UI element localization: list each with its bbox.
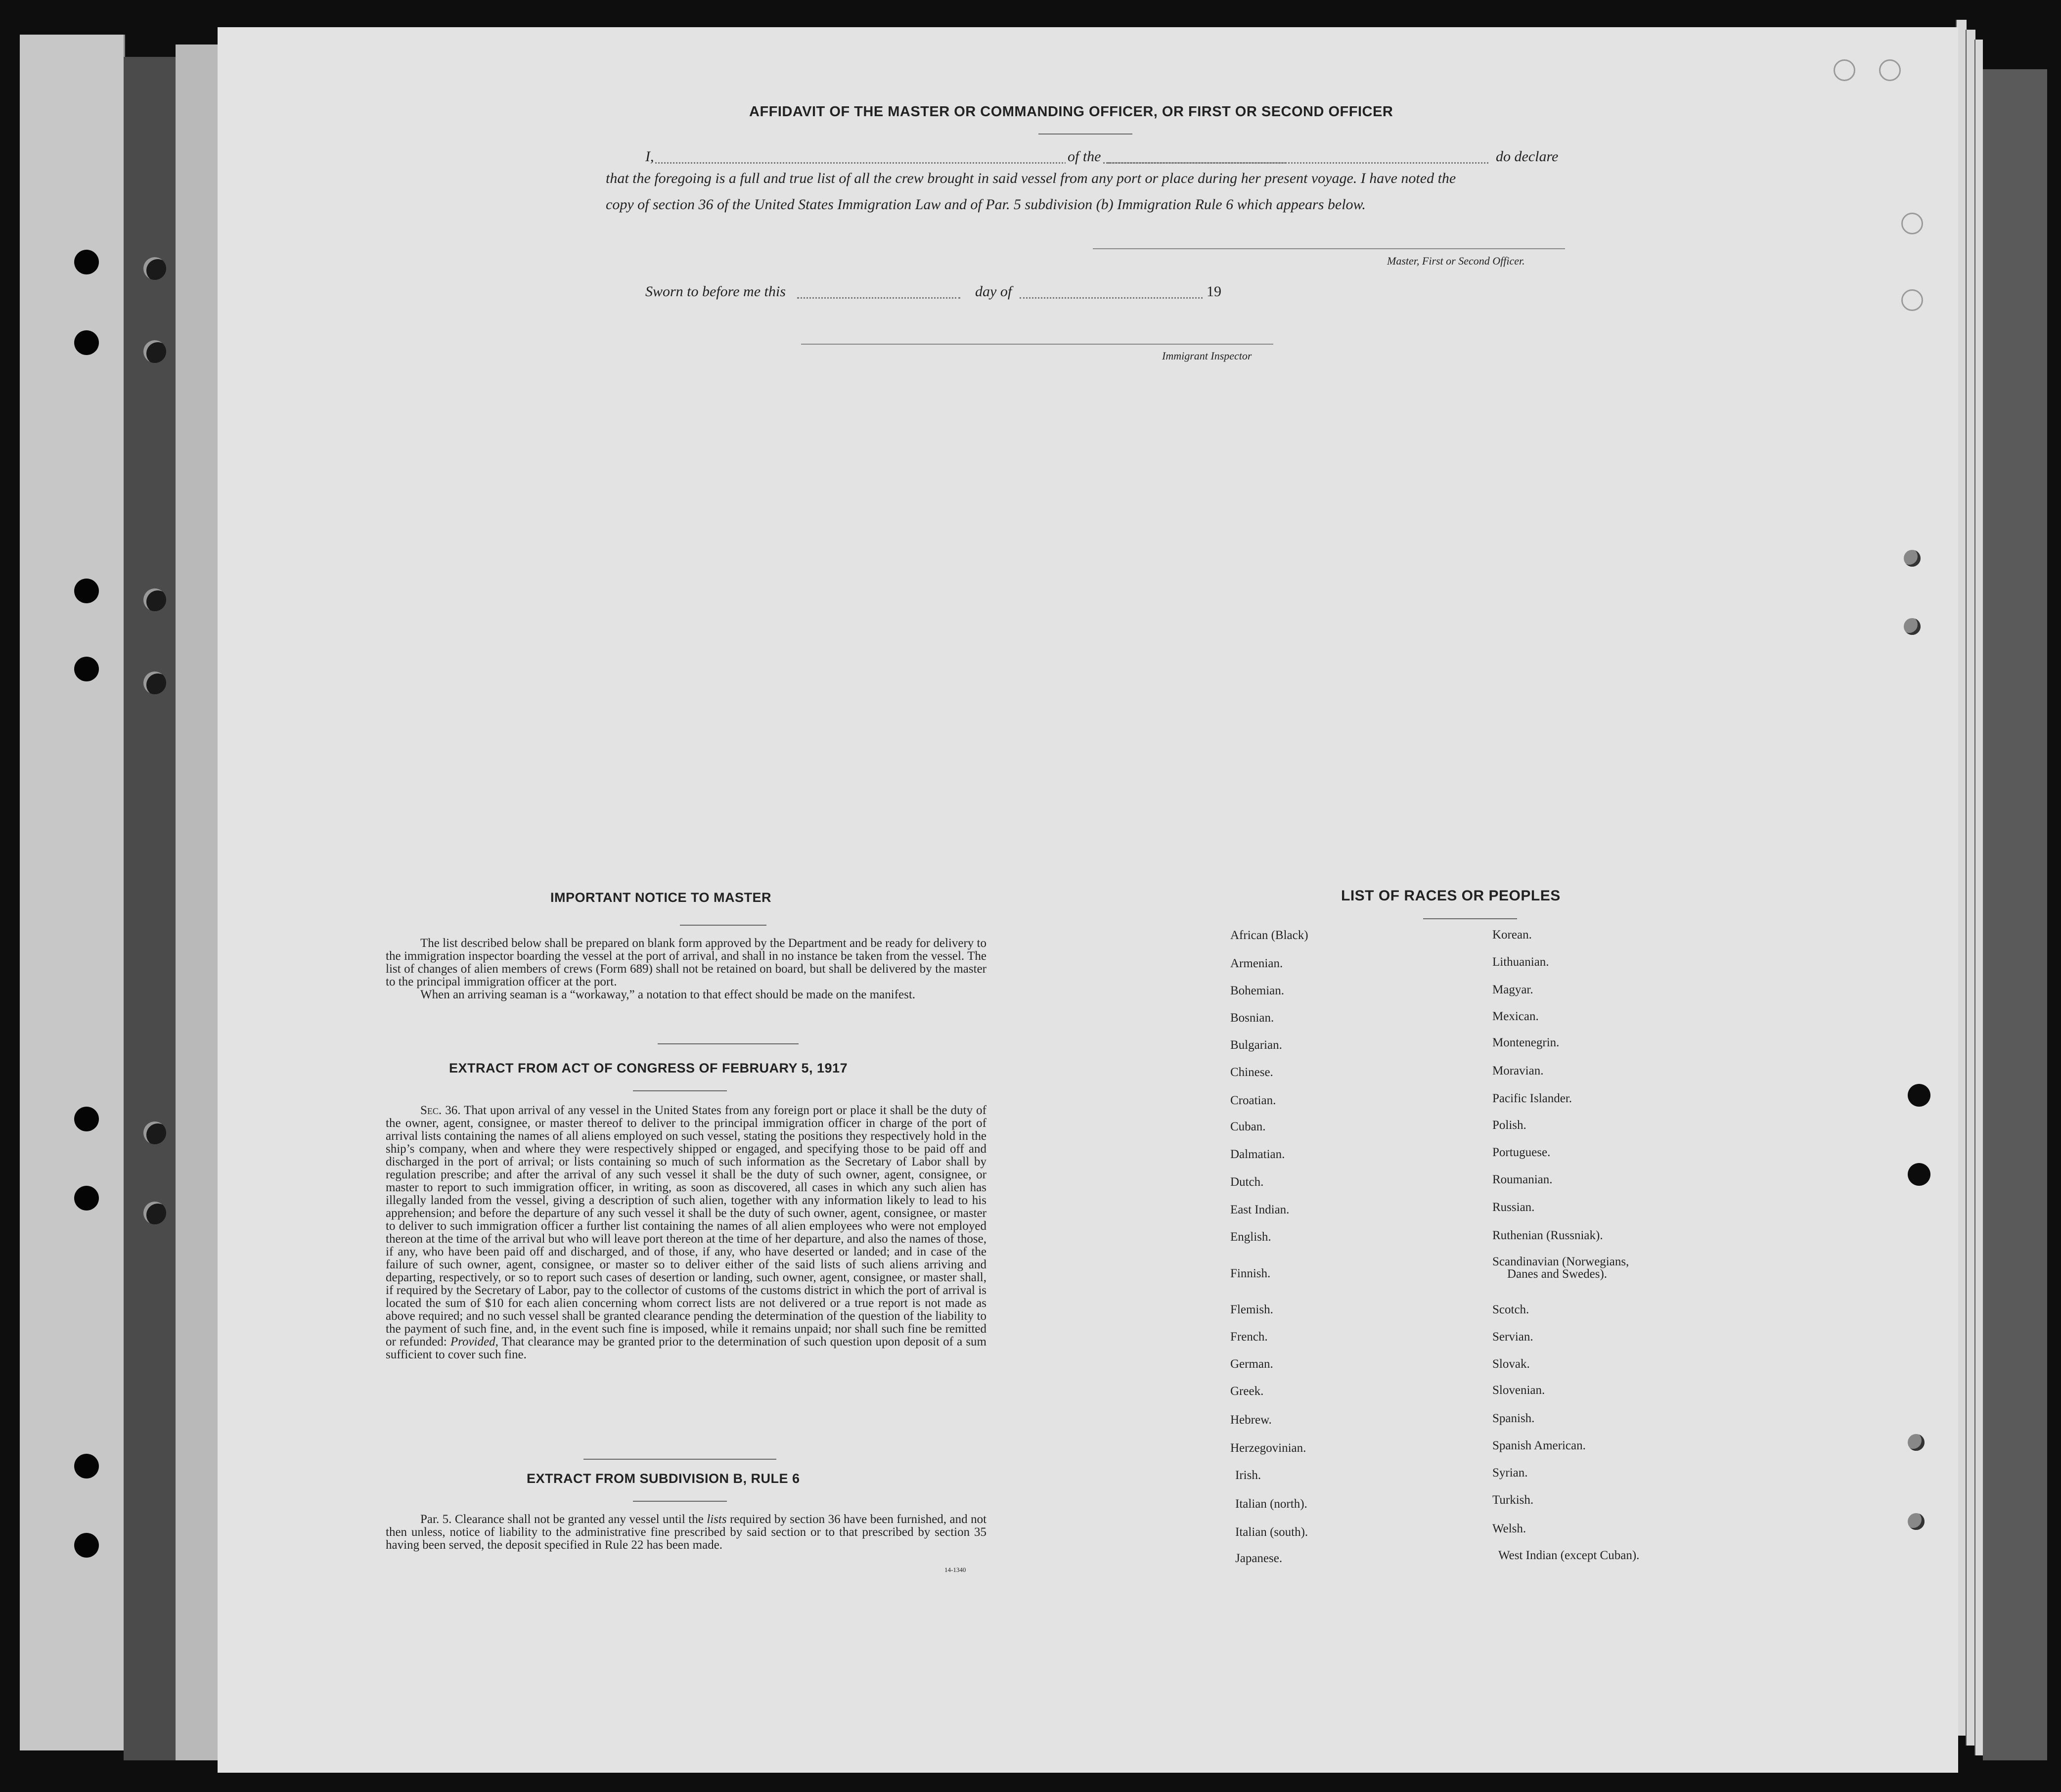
- race-item: French.: [1230, 1330, 1268, 1344]
- binder-spine: [124, 57, 176, 1760]
- race-item: English.: [1230, 1230, 1271, 1244]
- race-item: Scandinavian (Norwegians,: [1492, 1255, 1629, 1268]
- act-extract-title: EXTRACT FROM ACT OF CONGRESS OF FEBRUARY 5, 1917: [449, 1061, 848, 1075]
- punch-hole: [143, 340, 166, 363]
- notice-paragraph: The list described below shall be prepared on blank form approved by the Department and be ready for delivery to the immigration inspector boarding the vessel at the port of arrival, and shall in no instance be taken from the vessel. The list of changes of alien members of crews (Form 689) shall not be retained on board, but shall be delivered by the master to the principal immigration officer at the port.: [386, 937, 986, 988]
- vessel-blank: [1108, 162, 1488, 164]
- race-item: Mexican.: [1492, 1010, 1539, 1023]
- act-extract-text: [386, 1104, 986, 1361]
- race-item: Greek.: [1230, 1385, 1264, 1398]
- inspector-signature-label: Immigrant Inspector: [1162, 350, 1252, 362]
- form-number: 14-1340: [944, 1566, 966, 1573]
- inspector-signature-line: [801, 344, 1273, 345]
- punch-hole: [74, 330, 99, 355]
- lists-word: lists: [707, 1513, 727, 1526]
- race-item: African (Black): [1230, 929, 1308, 942]
- race-item: East Indian.: [1230, 1203, 1290, 1216]
- race-item: Pacific Islander.: [1492, 1092, 1572, 1105]
- punch-hole: [74, 1533, 99, 1558]
- race-item: Portuguese.: [1492, 1146, 1551, 1159]
- punch-hole: [143, 1202, 166, 1224]
- race-item: West Indian (except Cuban).: [1498, 1549, 1640, 1562]
- race-item: Danes and Swedes).: [1507, 1267, 1608, 1281]
- race-item: Polish.: [1492, 1119, 1526, 1132]
- punch-hole: [1834, 59, 1855, 81]
- affidavit-title: AFFIDAVIT OF THE MASTER OR COMMANDING OFFICER, OR FIRST OR SECOND OFFICER: [749, 104, 1393, 120]
- race-item: Ruthenian (Russniak).: [1492, 1229, 1603, 1242]
- punch-hole: [74, 1107, 99, 1131]
- race-item: Croatian.: [1230, 1094, 1276, 1107]
- race-item: Magyar.: [1492, 983, 1533, 996]
- day-of-label: day of: [975, 283, 1012, 300]
- rule-text-a: Par. 5. Clearance shall not be granted any vessel until the: [420, 1513, 704, 1526]
- of-the-label: of the: [1066, 148, 1103, 165]
- race-item: Montenegrin.: [1492, 1036, 1560, 1049]
- divider: [633, 1090, 727, 1091]
- race-item: Armenian.: [1230, 957, 1283, 970]
- rule-extract-title: EXTRACT FROM SUBDIVISION B, RULE 6: [527, 1471, 800, 1486]
- race-item: Korean.: [1492, 928, 1532, 941]
- punch-hole: [1908, 1434, 1925, 1451]
- page-edge: [1974, 40, 1983, 1755]
- race-item: Hebrew.: [1230, 1413, 1272, 1427]
- binder-strip: [20, 35, 125, 1750]
- right-backing: [1983, 69, 2047, 1760]
- section-text-end: That clearance may be granted prior to the determination of such question upon deposit of a sum sufficient to cover such fine.: [386, 1335, 986, 1361]
- race-item: German.: [1230, 1357, 1273, 1371]
- section-label: Sec. 36.: [420, 1104, 461, 1117]
- race-item: Spanish American.: [1492, 1439, 1586, 1452]
- punch-hole: [1879, 59, 1901, 81]
- punch-hole: [1908, 1163, 1930, 1186]
- race-item: Irish.: [1235, 1469, 1261, 1482]
- race-item: Spanish.: [1492, 1412, 1535, 1425]
- divider: [1423, 918, 1517, 919]
- punch-hole: [143, 672, 166, 694]
- race-item: Italian (north).: [1235, 1497, 1307, 1511]
- punch-hole: [143, 1121, 166, 1144]
- race-item: Italian (south).: [1235, 1525, 1308, 1539]
- race-item: Bohemian.: [1230, 984, 1285, 997]
- race-item: Finnish.: [1230, 1267, 1271, 1280]
- rule-text-b: required by section 36 have been furnished, and not then unless, notice of liability to the administrative fine prescribed by said section or to that prescribed by section 35 having been served, the deposit specified in Rule 22 has been made.: [386, 1513, 987, 1552]
- punch-hole: [1901, 289, 1923, 311]
- affidavit-i-label: I,: [645, 148, 654, 165]
- master-signature-label: Master, First or Second Officer.: [1387, 255, 1525, 267]
- punch-hole: [143, 257, 166, 280]
- notice-text: [386, 937, 986, 1001]
- divider: [680, 925, 766, 926]
- punch-hole: [1904, 550, 1921, 567]
- notice-title: IMPORTANT NOTICE TO MASTER: [550, 890, 771, 905]
- race-item: Syrian.: [1492, 1466, 1528, 1479]
- race-item: Roumanian.: [1492, 1173, 1553, 1186]
- master-signature-line: [1093, 248, 1565, 249]
- punch-hole: [143, 588, 166, 611]
- race-item: Slovenian.: [1492, 1384, 1545, 1397]
- punch-hole: [74, 1454, 99, 1478]
- punch-hole: [74, 1186, 99, 1210]
- sworn-day-blank: [797, 297, 960, 299]
- race-item: Servian.: [1492, 1330, 1533, 1344]
- race-item: Dalmatian.: [1230, 1148, 1285, 1161]
- race-item: Flemish.: [1230, 1303, 1273, 1316]
- race-item: Bosnian.: [1230, 1011, 1274, 1025]
- race-item: Moravian.: [1492, 1064, 1544, 1077]
- race-item: Slovak.: [1492, 1357, 1530, 1371]
- race-item: Lithuanian.: [1492, 955, 1549, 969]
- divider: [658, 1043, 799, 1044]
- punch-hole: [1901, 213, 1923, 234]
- year-prefix: 19: [1207, 283, 1221, 300]
- notice-paragraph: When an arriving seaman is a “workaway,” a notation to that effect should be made on the manifest.: [420, 988, 916, 1001]
- binder-strip-inner: [176, 45, 218, 1760]
- races-title: LIST OF RACES OR PEOPLES: [1341, 888, 1561, 904]
- document-page: [218, 27, 1958, 1773]
- punch-hole: [1908, 1513, 1925, 1530]
- punch-hole: [74, 250, 99, 274]
- affidavit-text-line3: copy of section 36 of the United States Immigration Law and of Par. 5 subdivision (b) Immigration Rule 6 which appears below.: [606, 196, 1366, 213]
- race-item: Herzegovinian.: [1230, 1441, 1306, 1455]
- punch-hole: [74, 579, 99, 603]
- sworn-month-blank: [1020, 297, 1203, 299]
- provided-label: Provided,: [450, 1335, 498, 1348]
- sworn-label: Sworn to before me this: [645, 283, 786, 300]
- rule-extract-text: [386, 1513, 986, 1552]
- race-item: Cuban.: [1230, 1120, 1266, 1133]
- race-item: Turkish.: [1492, 1493, 1534, 1507]
- race-item: Welsh.: [1492, 1522, 1526, 1535]
- divider: [633, 1501, 727, 1502]
- punch-hole: [74, 657, 99, 681]
- race-item: Chinese.: [1230, 1066, 1273, 1079]
- divider: [583, 1459, 776, 1460]
- section-text: That upon arrival of any vessel in the United States from any foreign port or place it shall be the duty of the owner, agent, consignee, or master thereof to deliver to the principal immigration officer in charge of the port of arrival lists containing the names of all aliens employed on such vessel, stating the positions they respectively hold in the ship’s company, when and where they were respectively shipped or engaged, and specifying those to be paid off and discharged in the port of arrival; or lists containing so much of such information as the Secretary of Labor shall by regulation prescribe; and after the arrival of any such vessel it shall be the duty of such owner, agent, consignee, or master to report to such immigration officer, in writing, as soon as discovered, all cases in which any such alien has illegally landed from the vessel, giving a description of such alien, together with any information likely to lead to his apprehension; and before the departure of any such vessel it shall be the duty of such owner, agent, consignee, or master to deliver to such immigration officer a further list containing the names of all alien employees who were not employed thereon at the time of the arrival but who will leave port thereon at the time of her departure, and also the names of those, if any, who have been paid off and discharged, and of those, if any, who have deserted or landed; and in case of the failure of such owner, agent, consignee, or master so to deliver either of the said lists of such aliens arriving and departing, respectively, or so to report such cases of desertion or landing, such owner, agent, consignee, or master shall, if required by the Secretary of Labor, pay to the collector of customs of the customs district in which the port of arrival is located the sum of $10 for each alien concerning whom correct lists are not delivered or a true report is not made as above required; and no such vessel shall be granted clearance pending the determination of the question of the liability to the payment of such fine, and, in the event such fine is imposed, while it remains unpaid; nor shall such fine be remitted or refunded:: [386, 1104, 986, 1348]
- page-edge: [1966, 30, 1975, 1746]
- race-item: Japanese.: [1235, 1552, 1283, 1565]
- race-item: Bulgarian.: [1230, 1038, 1282, 1052]
- affidavit-text-line2: that the foregoing is a full and true list of all the crew brought in said vessel from any port or place during her present voyage. I have noted the: [606, 170, 1456, 186]
- race-item: Russian.: [1492, 1201, 1535, 1214]
- punch-hole: [1908, 1084, 1930, 1107]
- do-declare-label: do declare: [1496, 148, 1559, 165]
- race-item: Dutch.: [1230, 1175, 1264, 1189]
- punch-hole: [1904, 618, 1921, 635]
- race-item: Scotch.: [1492, 1303, 1529, 1316]
